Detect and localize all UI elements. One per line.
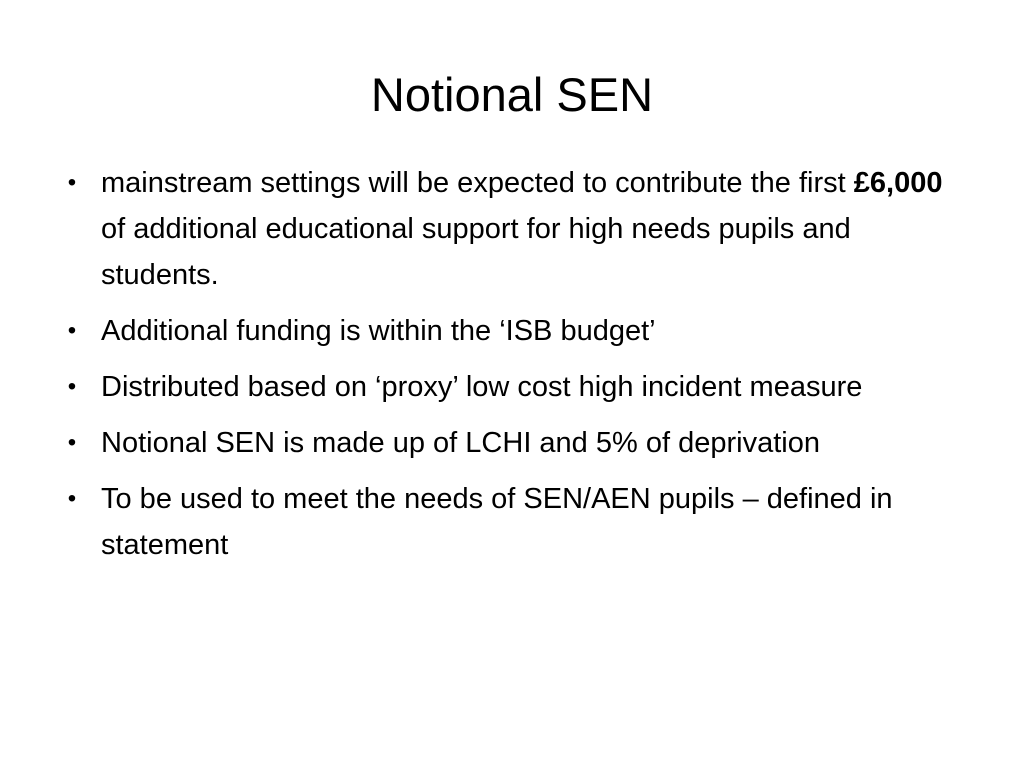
- bullet-icon: •: [67, 373, 77, 400]
- bullet-text-part: of additional educational support for high needs pupils and students.: [101, 213, 851, 291]
- bullet-icon: •: [67, 429, 77, 456]
- bullet-item: [62, 476, 972, 568]
- bullet-item: [62, 160, 972, 298]
- bullet-text: Distributed based on ‘proxy’ low cost high incident measure: [101, 371, 863, 403]
- bullet-text-part: mainstream settings will be expected to contribute the first: [101, 167, 854, 199]
- bullet-icon: •: [67, 317, 77, 344]
- bullet-item: [62, 420, 972, 466]
- bullet-text: [101, 167, 942, 291]
- bullet-icon: •: [67, 169, 77, 196]
- bullet-list: [62, 160, 972, 578]
- bullet-amount: £6,000: [853, 167, 943, 199]
- bullet-item: [62, 364, 972, 410]
- bullet-text: Notional SEN is made up of LCHI and 5% of deprivation: [101, 427, 820, 459]
- slide-title: Notional SEN: [370, 68, 654, 121]
- bullet-item: [62, 308, 972, 354]
- bullet-text: To be used to meet the needs of SEN/AEN pupils – defined in statement: [101, 483, 893, 561]
- bullet-text: Additional funding is within the ‘ISB budget’: [101, 315, 656, 347]
- bullet-icon: •: [67, 485, 77, 512]
